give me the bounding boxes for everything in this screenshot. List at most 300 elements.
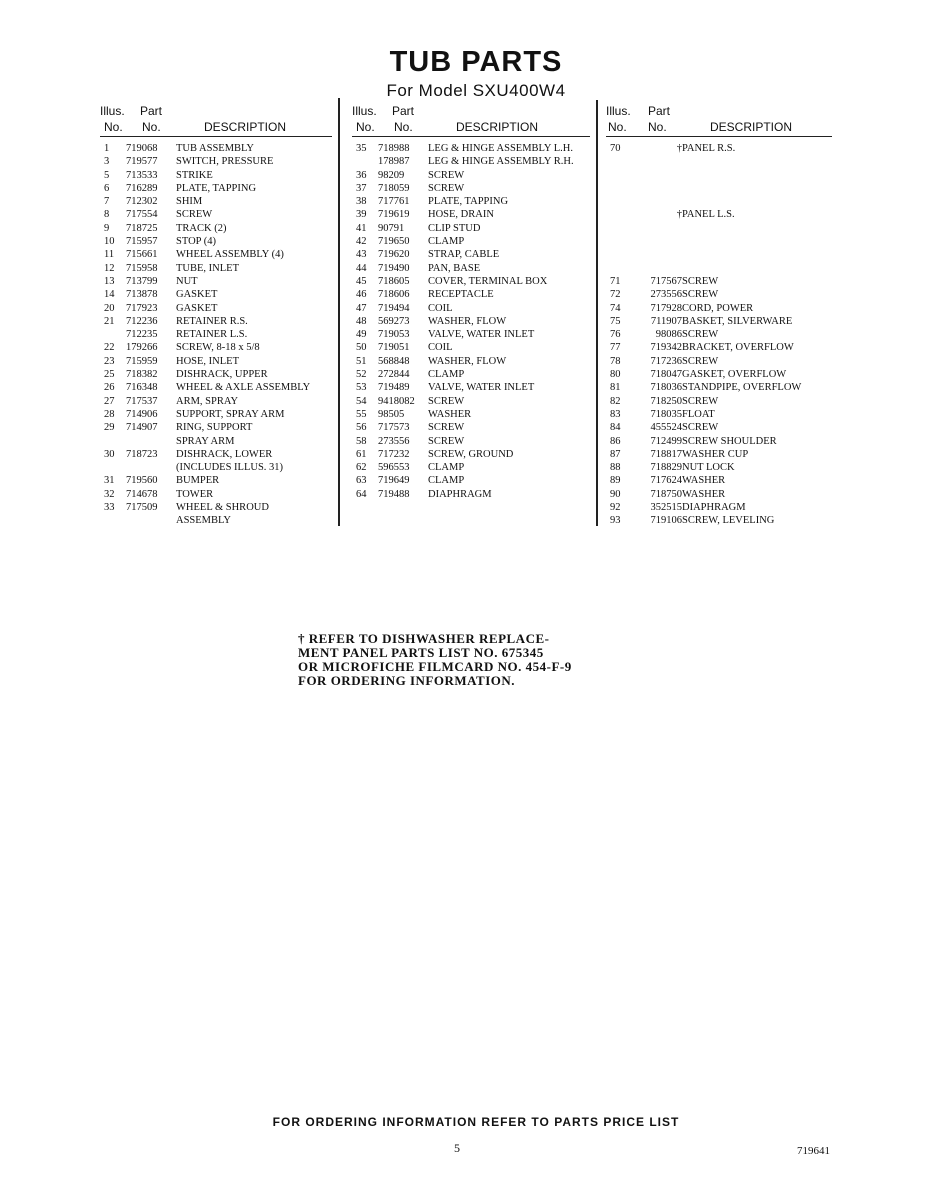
part-description: DISHRACK, UPPER xyxy=(176,369,268,381)
illus-number: 26 xyxy=(104,382,115,394)
illus-number: 45 xyxy=(356,275,367,287)
illus-number: 20 xyxy=(104,302,115,314)
part-number: 718750 xyxy=(650,488,682,500)
part-number: 719620 xyxy=(378,249,410,261)
illus-number: 39 xyxy=(356,209,367,221)
column-header xyxy=(352,104,590,137)
part-description: RETAINER L.S. xyxy=(176,329,248,341)
table-row xyxy=(606,302,832,315)
part-number: 455524 xyxy=(650,422,682,434)
illus-number: 6 xyxy=(104,182,110,194)
part-number: 272844 xyxy=(378,369,410,381)
illus-number: 84 xyxy=(610,422,621,434)
part-number: 718606 xyxy=(378,289,410,301)
illus-number: 55 xyxy=(356,408,367,420)
part-description: CLAMP xyxy=(428,369,465,381)
part-number: 719106 xyxy=(650,515,682,527)
illus-number: 54 xyxy=(356,395,367,407)
table-row xyxy=(606,222,832,235)
illus-number: 58 xyxy=(356,435,367,447)
part-description: HOSE, INLET xyxy=(176,355,239,367)
part-description: WHEEL & SHROUD xyxy=(176,502,269,514)
part-description: BUMPER xyxy=(176,475,220,487)
illus-number: 78 xyxy=(610,355,621,367)
table-row xyxy=(606,421,832,434)
table-row xyxy=(100,222,332,235)
part-number: 178987 xyxy=(378,156,410,168)
description-header: DESCRIPTION xyxy=(710,120,793,134)
table-row xyxy=(352,474,590,487)
part-description: WASHER xyxy=(428,408,472,420)
part-description: ASSEMBLY xyxy=(176,515,231,527)
illus-number: 90 xyxy=(610,488,621,500)
illus-number: 88 xyxy=(610,462,621,474)
part-description: SCREW xyxy=(428,395,465,407)
illus-number: 42 xyxy=(356,236,367,248)
illus-number: 22 xyxy=(104,342,115,354)
table-row xyxy=(352,408,590,421)
illus-number: 25 xyxy=(104,369,115,381)
part-number: 718250 xyxy=(650,395,682,407)
part-no-header: No. xyxy=(142,120,161,134)
part-number: 596553 xyxy=(378,462,410,474)
page-title: TUB PARTS xyxy=(389,46,563,78)
part-description: DIAPHRAGM xyxy=(682,502,746,514)
illus-number: 5 xyxy=(104,169,110,181)
table-row xyxy=(606,262,832,275)
table-row xyxy=(606,315,832,328)
part-description: SCREW xyxy=(428,435,465,447)
part-number: 719490 xyxy=(378,262,410,274)
part-description: WASHER xyxy=(682,475,726,487)
table-row xyxy=(100,474,332,487)
part-number: 718725 xyxy=(126,222,158,234)
table-row xyxy=(100,514,332,527)
table-row xyxy=(606,408,832,421)
part-number: 718988 xyxy=(378,143,410,154)
part-description: PLATE, TAPPING xyxy=(428,196,509,208)
table-row xyxy=(352,435,590,448)
table-row xyxy=(352,315,590,328)
part-description: ARM, SPRAY xyxy=(176,395,239,407)
table-row xyxy=(100,169,332,182)
table-row xyxy=(606,474,832,487)
part-number: 717923 xyxy=(126,302,158,314)
parts-column-3 xyxy=(606,104,832,528)
illus-number: 76 xyxy=(610,329,621,341)
illus-number: 72 xyxy=(610,289,621,301)
part-description: SCREW xyxy=(682,329,719,341)
part-number: 718723 xyxy=(126,448,158,460)
illus-no-header: No. xyxy=(608,120,627,134)
table-row xyxy=(352,302,590,315)
table-row xyxy=(352,208,590,221)
part-description: FLOAT xyxy=(682,408,715,420)
table-row xyxy=(100,235,332,248)
part-description: WHEEL & AXLE ASSEMBLY xyxy=(176,382,311,394)
part-number: 715959 xyxy=(126,355,158,367)
part-description: TRACK (2) xyxy=(176,222,227,234)
part-description: PANEL L.S. xyxy=(682,209,735,221)
model-subtitle: For Model SXU400W4 xyxy=(386,81,566,100)
description-header: DESCRIPTION xyxy=(456,120,539,134)
part-description: COIL xyxy=(428,302,453,314)
table-row xyxy=(352,488,590,501)
part-description: CORD, POWER xyxy=(682,302,754,314)
table-row xyxy=(352,169,590,182)
part-description: COVER, TERMINAL BOX xyxy=(428,275,548,287)
illus-number: 14 xyxy=(104,289,115,301)
part-number: 352515 xyxy=(650,502,682,514)
part-number: 717761 xyxy=(378,196,410,208)
table-row xyxy=(352,235,590,248)
table-row xyxy=(352,182,590,195)
part-description: SCREW xyxy=(428,169,465,181)
part-description: SPRAY ARM xyxy=(176,435,235,447)
part-description: TOWER xyxy=(176,488,214,500)
part-description: BRACKET, OVERFLOW xyxy=(682,342,794,354)
parts-column-2 xyxy=(352,104,590,501)
part-number: 717537 xyxy=(126,395,158,407)
table-row xyxy=(606,248,832,261)
illus-number: 35 xyxy=(356,143,367,154)
part-description: DISHRACK, LOWER xyxy=(176,448,273,460)
table-row xyxy=(352,222,590,235)
illus-number: 33 xyxy=(104,502,115,514)
illus-number: 47 xyxy=(356,302,367,314)
column-divider xyxy=(596,100,598,526)
illus-number: 53 xyxy=(356,382,367,394)
illus-number: 37 xyxy=(356,182,367,194)
part-number: 717567 xyxy=(650,275,682,287)
table-row xyxy=(100,262,332,275)
illus-number: 82 xyxy=(610,395,621,407)
part-description: RING, SUPPORT xyxy=(176,422,253,434)
parts-list xyxy=(606,142,832,528)
table-row xyxy=(100,395,332,408)
part-description: LEG & HINGE ASSEMBLY R.H. xyxy=(428,156,574,168)
part-number: 716348 xyxy=(126,382,158,394)
table-row xyxy=(100,288,332,301)
illus-number: 28 xyxy=(104,408,115,420)
table-row xyxy=(352,328,590,341)
part-description: SCREW xyxy=(682,289,719,301)
illus-number: 63 xyxy=(356,475,367,487)
part-number: 716289 xyxy=(126,182,158,194)
table-row xyxy=(100,302,332,315)
part-description: HOSE, DRAIN xyxy=(428,209,494,221)
part-description: TUBE, INLET xyxy=(176,262,239,274)
illus-header: Illus. xyxy=(100,104,125,118)
illus-number: 9 xyxy=(104,222,110,234)
part-number: 718382 xyxy=(126,369,158,381)
part-description: SCREW, 8-18 x 5/8 xyxy=(176,342,260,354)
table-row xyxy=(100,461,332,474)
note-line: MENT PANEL PARTS LIST NO. 675345 xyxy=(298,645,544,660)
illus-number: 77 xyxy=(610,342,621,354)
part-number: 719577 xyxy=(126,156,158,168)
illus-number: 61 xyxy=(356,448,367,460)
table-row xyxy=(606,435,832,448)
part-number: 718605 xyxy=(378,275,410,287)
table-row xyxy=(606,341,832,354)
table-row xyxy=(100,208,332,221)
part-description: SCREW SHOULDER xyxy=(682,435,777,447)
part-description: GASKET xyxy=(176,302,218,314)
part-description: RETAINER R.S. xyxy=(176,315,248,327)
illus-header: Illus. xyxy=(606,104,631,118)
part-description: SWITCH, PRESSURE xyxy=(176,156,274,168)
part-description: PLATE, TAPPING xyxy=(176,182,257,194)
table-row xyxy=(100,315,332,328)
part-no-header: No. xyxy=(394,120,413,134)
parts-list xyxy=(352,142,590,501)
table-row xyxy=(606,142,832,155)
part-number: 715958 xyxy=(126,262,158,274)
column-header xyxy=(606,104,832,137)
illus-header: Illus. xyxy=(352,104,377,118)
part-header: Part xyxy=(648,104,671,118)
illus-number: 80 xyxy=(610,369,621,381)
table-row xyxy=(100,381,332,394)
part-number: 98086 xyxy=(655,329,682,341)
part-number: 717573 xyxy=(378,422,410,434)
part-number: 717624 xyxy=(650,475,682,487)
illus-number: 43 xyxy=(356,249,367,261)
part-description: NUT xyxy=(176,275,198,287)
part-description: GASKET, OVERFLOW xyxy=(682,369,787,381)
part-number: 179266 xyxy=(126,342,158,354)
part-number: 719494 xyxy=(378,302,410,314)
part-description: DIAPHRAGM xyxy=(428,488,492,500)
part-number: 719068 xyxy=(126,143,158,154)
part-number: 719051 xyxy=(378,342,410,354)
illus-no-header: No. xyxy=(356,120,375,134)
table-row xyxy=(606,169,832,182)
illus-number: 41 xyxy=(356,222,367,234)
table-row xyxy=(606,395,832,408)
part-number: 713799 xyxy=(126,275,158,287)
part-description: WASHER CUP xyxy=(682,448,749,460)
table-row xyxy=(352,368,590,381)
part-description: SHIM xyxy=(176,196,203,208)
illus-number: 10 xyxy=(104,236,115,248)
table-row xyxy=(352,288,590,301)
illus-number: 62 xyxy=(356,462,367,474)
illus-number: 44 xyxy=(356,262,367,274)
part-description: RECEPTACLE xyxy=(428,289,494,301)
part-number: 714907 xyxy=(126,422,158,434)
part-number: 273556 xyxy=(650,289,682,301)
illus-number: 64 xyxy=(356,488,367,500)
table-row xyxy=(606,155,832,168)
part-number: 568848 xyxy=(378,355,410,367)
illus-number: 27 xyxy=(104,395,115,407)
part-description: WASHER, FLOW xyxy=(428,315,507,327)
table-row xyxy=(606,514,832,527)
table-row xyxy=(352,448,590,461)
table-row xyxy=(606,368,832,381)
part-description: (INCLUDES ILLUS. 31) xyxy=(176,462,284,474)
illus-number: 81 xyxy=(610,382,621,394)
table-row xyxy=(352,461,590,474)
note-line: OR MICROFICHE FILMCARD NO. 454-F-9 xyxy=(298,659,572,674)
part-description: TUB ASSEMBLY xyxy=(176,143,255,154)
table-row xyxy=(100,155,332,168)
illus-number: 50 xyxy=(356,342,367,354)
illus-number: 52 xyxy=(356,369,367,381)
parts-list xyxy=(100,142,332,528)
part-description: VALVE, WATER INLET xyxy=(428,382,535,394)
illus-number: 70 xyxy=(610,143,621,154)
illus-number: 13 xyxy=(104,275,115,287)
part-number: 719342 xyxy=(650,342,682,354)
table-row xyxy=(100,488,332,501)
table-row xyxy=(100,421,332,434)
table-row xyxy=(352,195,590,208)
part-description: SCREW xyxy=(682,275,719,287)
description-header: DESCRIPTION xyxy=(204,120,287,134)
part-number: 712499 xyxy=(650,435,682,447)
part-number: 717554 xyxy=(126,209,158,221)
table-row xyxy=(100,408,332,421)
part-number: 9418082 xyxy=(378,395,415,407)
part-description: COIL xyxy=(428,342,453,354)
illus-no-header: No. xyxy=(104,120,123,134)
part-number: † xyxy=(676,143,682,154)
table-row xyxy=(606,501,832,514)
part-number: 718035 xyxy=(650,408,682,420)
table-row xyxy=(606,448,832,461)
illus-number: 3 xyxy=(104,156,110,168)
part-number: 719649 xyxy=(378,475,410,487)
table-row xyxy=(606,235,832,248)
illus-number: 51 xyxy=(356,355,367,367)
table-row xyxy=(352,421,590,434)
part-description: SUPPORT, SPRAY ARM xyxy=(176,408,285,420)
table-row xyxy=(100,328,332,341)
part-number: 98209 xyxy=(378,169,405,181)
illus-number: 32 xyxy=(104,488,115,500)
part-number: 273556 xyxy=(378,435,410,447)
table-row xyxy=(606,461,832,474)
part-description: STOP (4) xyxy=(176,236,216,248)
table-row xyxy=(352,341,590,354)
table-row xyxy=(100,368,332,381)
part-description: CLAMP xyxy=(428,462,465,474)
part-number: 719489 xyxy=(378,382,410,394)
part-description: SCREW xyxy=(428,422,465,434)
part-description: GASKET xyxy=(176,289,218,301)
note-line: FOR ORDERING INFORMATION. xyxy=(298,673,516,688)
part-description: SCREW xyxy=(428,182,465,194)
document-number: 719641 xyxy=(797,1145,830,1157)
table-row xyxy=(606,288,832,301)
column-divider xyxy=(338,98,340,526)
illus-number: 92 xyxy=(610,502,621,514)
part-description: WHEEL ASSEMBLY (4) xyxy=(176,249,284,261)
part-description: CLAMP xyxy=(428,236,465,248)
part-number: 719650 xyxy=(378,236,410,248)
part-description: CLAMP xyxy=(428,475,465,487)
part-number: 98505 xyxy=(378,408,405,420)
table-row xyxy=(100,142,332,155)
table-row xyxy=(352,248,590,261)
part-number: 712302 xyxy=(126,196,158,208)
part-description: SCREW xyxy=(176,209,213,221)
table-row xyxy=(352,275,590,288)
table-row xyxy=(606,182,832,195)
part-description: PANEL R.S. xyxy=(682,143,736,154)
part-number: 712236 xyxy=(126,315,158,327)
part-number: 714906 xyxy=(126,408,158,420)
part-number: 713533 xyxy=(126,169,158,181)
illus-number: 49 xyxy=(356,329,367,341)
part-description: STANDPIPE, OVERFLOW xyxy=(682,382,802,394)
illus-number: 29 xyxy=(104,422,115,434)
footer-text: FOR ORDERING INFORMATION REFER TO PARTS PRICE LIST xyxy=(272,1115,680,1129)
table-row xyxy=(100,355,332,368)
part-number: 718829 xyxy=(650,462,682,474)
illus-number: 46 xyxy=(356,289,367,301)
table-row xyxy=(352,142,590,155)
page-number: 5 xyxy=(454,1141,460,1155)
part-description: CLIP STUD xyxy=(428,222,481,234)
part-number: 719053 xyxy=(378,329,410,341)
part-description: LEG & HINGE ASSEMBLY L.H. xyxy=(428,143,573,154)
table-row xyxy=(352,262,590,275)
part-header: Part xyxy=(140,104,163,118)
illus-number: 56 xyxy=(356,422,367,434)
illus-number: 86 xyxy=(610,435,621,447)
table-row xyxy=(100,435,332,448)
part-number: 718059 xyxy=(378,182,410,194)
illus-number: 30 xyxy=(104,448,115,460)
illus-number: 38 xyxy=(356,196,367,208)
part-number: 713878 xyxy=(126,289,158,301)
illus-number: 71 xyxy=(610,275,621,287)
table-row xyxy=(606,381,832,394)
illus-number: 23 xyxy=(104,355,115,367)
part-number: 711907 xyxy=(650,315,682,327)
table-row xyxy=(100,275,332,288)
part-description: SCREW xyxy=(682,355,719,367)
ordering-note xyxy=(298,632,618,688)
illus-number: 8 xyxy=(104,209,110,221)
table-row xyxy=(606,328,832,341)
part-number: 719619 xyxy=(378,209,410,221)
illus-number: 83 xyxy=(610,408,621,420)
illus-number: 36 xyxy=(356,169,367,181)
illus-number: 31 xyxy=(104,475,115,487)
illus-number: 75 xyxy=(610,315,621,327)
part-number: 712235 xyxy=(126,329,158,341)
part-description: STRAP, CABLE xyxy=(428,249,500,261)
table-row xyxy=(100,182,332,195)
part-description: BASKET, SILVERWARE xyxy=(682,315,793,327)
part-number: 715661 xyxy=(126,249,158,261)
table-row xyxy=(100,195,332,208)
table-row xyxy=(606,208,832,221)
illus-number: 87 xyxy=(610,448,621,460)
part-description: VALVE, WATER INLET xyxy=(428,329,535,341)
illus-number: 74 xyxy=(610,302,621,314)
part-header: Part xyxy=(392,104,415,118)
part-description: SCREW xyxy=(682,395,719,407)
part-number: 714678 xyxy=(126,488,158,500)
table-row xyxy=(352,155,590,168)
part-number: 717509 xyxy=(126,502,158,514)
